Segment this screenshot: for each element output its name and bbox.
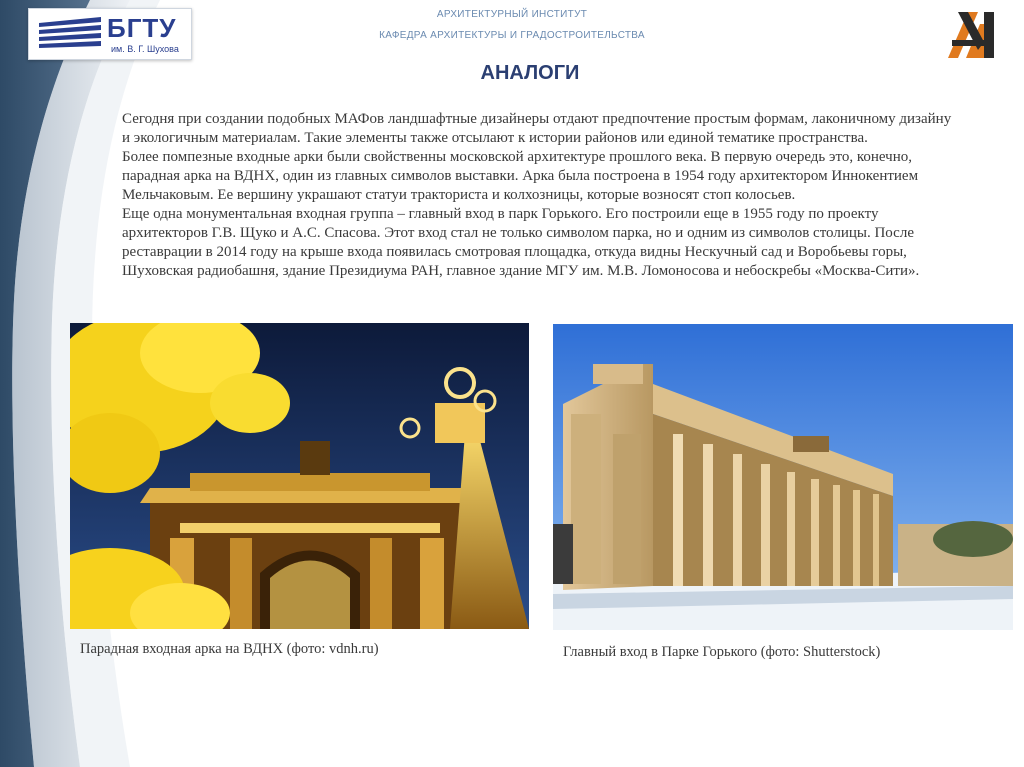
institute-name: АРХИТЕКТУРНЫЙ ИНСТИТУТ (436, 9, 588, 20)
slide-title: АНАЛОГИ (480, 62, 580, 84)
paragraph-2: Более помпезные входные арки были свойственны московской архитектуре прошлого века. В первую очередь это, конечно, парадная арка на ВДНХ, один из главных символов выставки. Арка была построена в 1954 году архитектором Иннокентием Мельчаковым. Ее вершину украшают статуи тракториста и колхозницы, которые возносят стоп колосьев. (122, 149, 919, 203)
paragraph-1: Сегодня при создании подобных МАФов ландшафтные дизайнеры отдают предпочтение простым формам, лаконичному дизайну и экологичным материалам. Такие элементы также отсылают к истории районов или единой тематике пространства. (122, 111, 952, 146)
body-text (122, 110, 952, 281)
gorky-park-entrance-photo (553, 324, 1013, 630)
photo-caption-gorky-park: Главный вход в Парке Горького (фото: Shutterstock) (563, 644, 881, 660)
photo-caption-vdnh: Парадная входная арка на ВДНХ (фото: vdnh.ru) (80, 641, 379, 657)
logo-subtitle: им. В. Г. Шухова (111, 44, 179, 54)
department-name: КАФЕДРА АРХИТЕКТУРЫ И ГРАДОСТРОИТЕЛЬСТВА (379, 30, 645, 41)
vdnh-arch-photo (70, 323, 529, 629)
department-logo-icon (944, 8, 998, 62)
logo-title: БГТУ (107, 13, 177, 43)
paragraph-3: Еще одна монументальная входная группа – главный вход в парк Горького. Его построили еще в 1955 году по проекту архитекторов Г.В. Щуко и А.С. Спасова. Этот вход стал не только символом парка, но и одним из символов столицы. После реставрации в 2014 году на крыше входа появилась смотровая площадка, откуда видны Нескучный сад и Воробьевы горы, Шуховская радиобашня, здание Президиума РАН, главное здание МГУ им. М.В. Ломоносова и небоскребы «Москва-Сити». (122, 206, 920, 279)
